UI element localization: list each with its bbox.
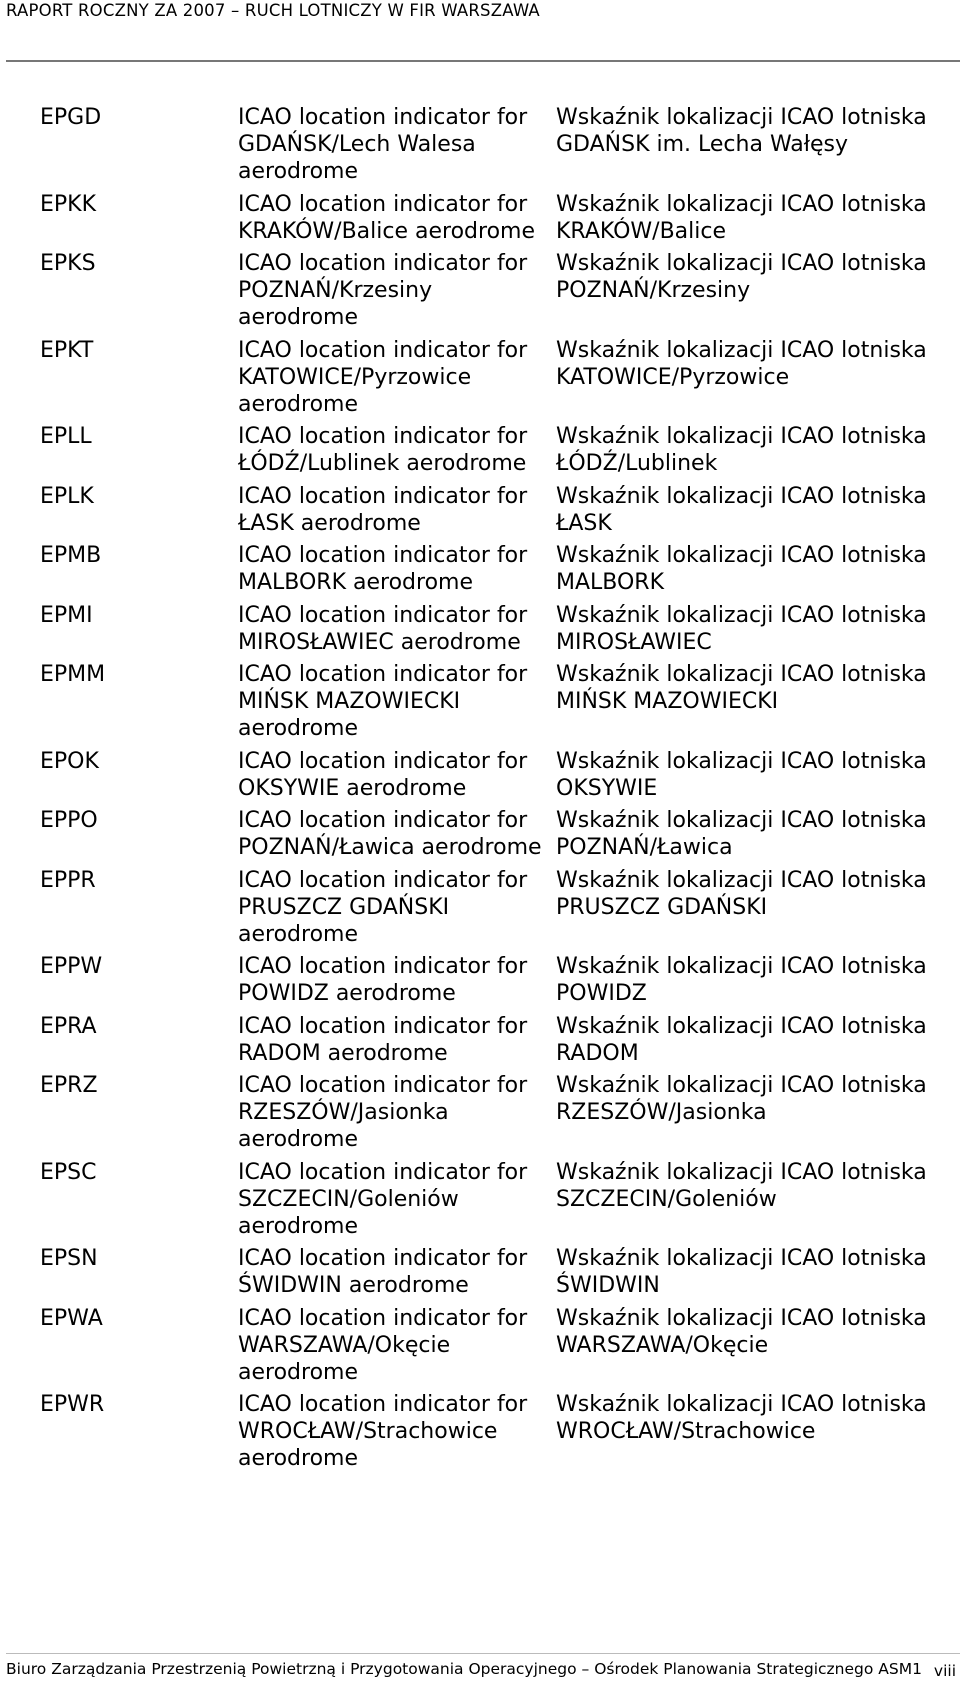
icao-code: EPPW [40, 954, 103, 979]
english-description: ICAO location indicator for SZCZECIN/Goleniów aerodrome [238, 1159, 528, 1239]
page-footer: Biuro Zarządzania Przestrzenią Powietrzną i Przygotowania Operacyjnego – Ośrodek Planowania Strategicznego ASM1 [6, 1660, 922, 1678]
english-description: ICAO location indicator for MIROSŁAWIEC aerodrome [238, 602, 528, 655]
icao-code: EPSN [40, 1246, 98, 1271]
polish-description: Wskaźnik lokalizacji ICAO lotniska POZNAŃ/Krzesiny [556, 251, 927, 303]
english-description: ICAO location indicator for POZNAŃ/Ławica aerodrome [238, 808, 542, 860]
table-row [40, 542, 940, 596]
english-description: ICAO location indicator for POZNAŃ/Krzesiny aerodrome [238, 251, 528, 330]
english-description: ICAO location indicator for WROCŁAW/Strachowice aerodrome [238, 1392, 528, 1471]
table-row [40, 661, 940, 742]
english-description: ICAO location indicator for KATOWICE/Pyrzowice aerodrome [238, 337, 528, 417]
icao-code: EPPR [40, 867, 96, 893]
polish-description: Wskaźnik lokalizacji ICAO lotniska MALBORK [556, 543, 927, 595]
polish-description: Wskaźnik lokalizacji ICAO lotniska WARSZAWA/Okęcie [556, 1305, 927, 1358]
icao-code: EPMB [40, 543, 102, 568]
icao-code: EPMM [40, 662, 106, 687]
icao-code: EPKS [40, 251, 96, 276]
polish-description: Wskaźnik lokalizacji ICAO lotniska WROCŁAW/Strachowice [556, 1392, 927, 1444]
polish-description: Wskaźnik lokalizacji ICAO lotniska KATOWICE/Pyrzowice [556, 337, 927, 390]
table-row [40, 807, 940, 861]
polish-description: Wskaźnik lokalizacji ICAO lotniska ŁASK [556, 483, 927, 536]
english-description: ICAO location indicator for KRAKÓW/Balice aerodrome [238, 191, 535, 244]
icao-code: EPSC [40, 1159, 97, 1185]
table-row [40, 1013, 940, 1067]
icao-code: EPMI [40, 602, 93, 628]
english-description: ICAO location indicator for RZESZÓW/Jasionka aerodrome [238, 1073, 528, 1152]
icao-code: EPGD [40, 105, 102, 130]
polish-description: Wskaźnik lokalizacji ICAO lotniska MIŃSK MAZOWIECKI [556, 662, 927, 714]
polish-description: Wskaźnik lokalizacji ICAO lotniska GDAŃSK im. Lecha Wałęsy [556, 105, 927, 157]
table-row [40, 1305, 940, 1386]
page-number: viii [933, 1662, 956, 1680]
table-row [40, 867, 940, 948]
icao-code: EPOK [40, 748, 99, 774]
footer-divider [6, 1653, 960, 1654]
page-header: RAPORT ROCZNY ZA 2007 – RUCH LOTNICZY W FIR WARSZAWA [6, 1, 540, 20]
english-description: ICAO location indicator for OKSYWIE aerodrome [238, 748, 528, 801]
table-row [40, 191, 940, 245]
icao-code: EPPO [40, 808, 98, 833]
english-description: ICAO location indicator for MALBORK aerodrome [238, 543, 528, 595]
polish-description: Wskaźnik lokalizacji ICAO lotniska SZCZECIN/Goleniów [556, 1159, 927, 1212]
icao-code: EPWA [40, 1305, 103, 1331]
english-description: ICAO location indicator for WARSZAWA/Okęcie aerodrome [238, 1305, 528, 1385]
table-row [40, 423, 940, 477]
table-row [40, 1159, 940, 1240]
polish-description: Wskaźnik lokalizacji ICAO lotniska RADOM [556, 1013, 927, 1066]
table-row [40, 602, 940, 656]
icao-code: EPRZ [40, 1073, 98, 1098]
polish-description: Wskaźnik lokalizacji ICAO lotniska RZESZÓW/Jasionka [556, 1073, 927, 1125]
table-row [40, 104, 940, 185]
english-description: ICAO location indicator for ŚWIDWIN aerodrome [238, 1246, 528, 1298]
polish-description: Wskaźnik lokalizacji ICAO lotniska ŚWIDWIN [556, 1246, 927, 1298]
polish-description: Wskaźnik lokalizacji ICAO lotniska PRUSZCZ GDAŃSKI [556, 867, 927, 920]
polish-description: Wskaźnik lokalizacji ICAO lotniska MIROSŁAWIEC [556, 602, 927, 655]
header-divider [6, 60, 960, 62]
icao-code: EPKK [40, 191, 97, 217]
table-row [40, 337, 940, 418]
icao-code: EPRA [40, 1013, 97, 1039]
english-description: ICAO location indicator for ŁÓDŹ/Lublinek aerodrome [238, 424, 528, 476]
table-row [40, 1072, 940, 1153]
icao-code: EPLK [40, 483, 94, 509]
table-row [40, 250, 940, 331]
icao-code: EPLL [40, 424, 92, 449]
polish-description: Wskaźnik lokalizacji ICAO lotniska POWIDZ [556, 954, 927, 1006]
polish-description: Wskaźnik lokalizacji ICAO lotniska ŁÓDŹ/Lublinek [556, 424, 927, 476]
table-row [40, 748, 940, 802]
polish-description: Wskaźnik lokalizacji ICAO lotniska POZNAŃ/Ławica [556, 808, 927, 860]
polish-description: Wskaźnik lokalizacji ICAO lotniska OKSYWIE [556, 748, 927, 801]
table-row [40, 483, 940, 537]
english-description: ICAO location indicator for POWIDZ aerodrome [238, 954, 528, 1006]
icao-code: EPKT [40, 337, 94, 363]
english-description: ICAO location indicator for PRUSZCZ GDAŃSKI aerodrome [238, 867, 528, 947]
english-description: ICAO location indicator for GDAŃSK/Lech Walesa aerodrome [238, 105, 528, 184]
english-description: ICAO location indicator for RADOM aerodrome [238, 1013, 528, 1066]
english-description: ICAO location indicator for ŁASK aerodrome [238, 483, 528, 536]
table-row [40, 1391, 940, 1472]
polish-description: Wskaźnik lokalizacji ICAO lotniska KRAKÓW/Balice [556, 191, 927, 244]
location-indicator-table [40, 104, 940, 1478]
table-row [40, 953, 940, 1007]
english-description: ICAO location indicator for MIŃSK MAZOWIECKI aerodrome [238, 662, 528, 741]
table-row [40, 1245, 940, 1299]
icao-code: EPWR [40, 1392, 105, 1417]
